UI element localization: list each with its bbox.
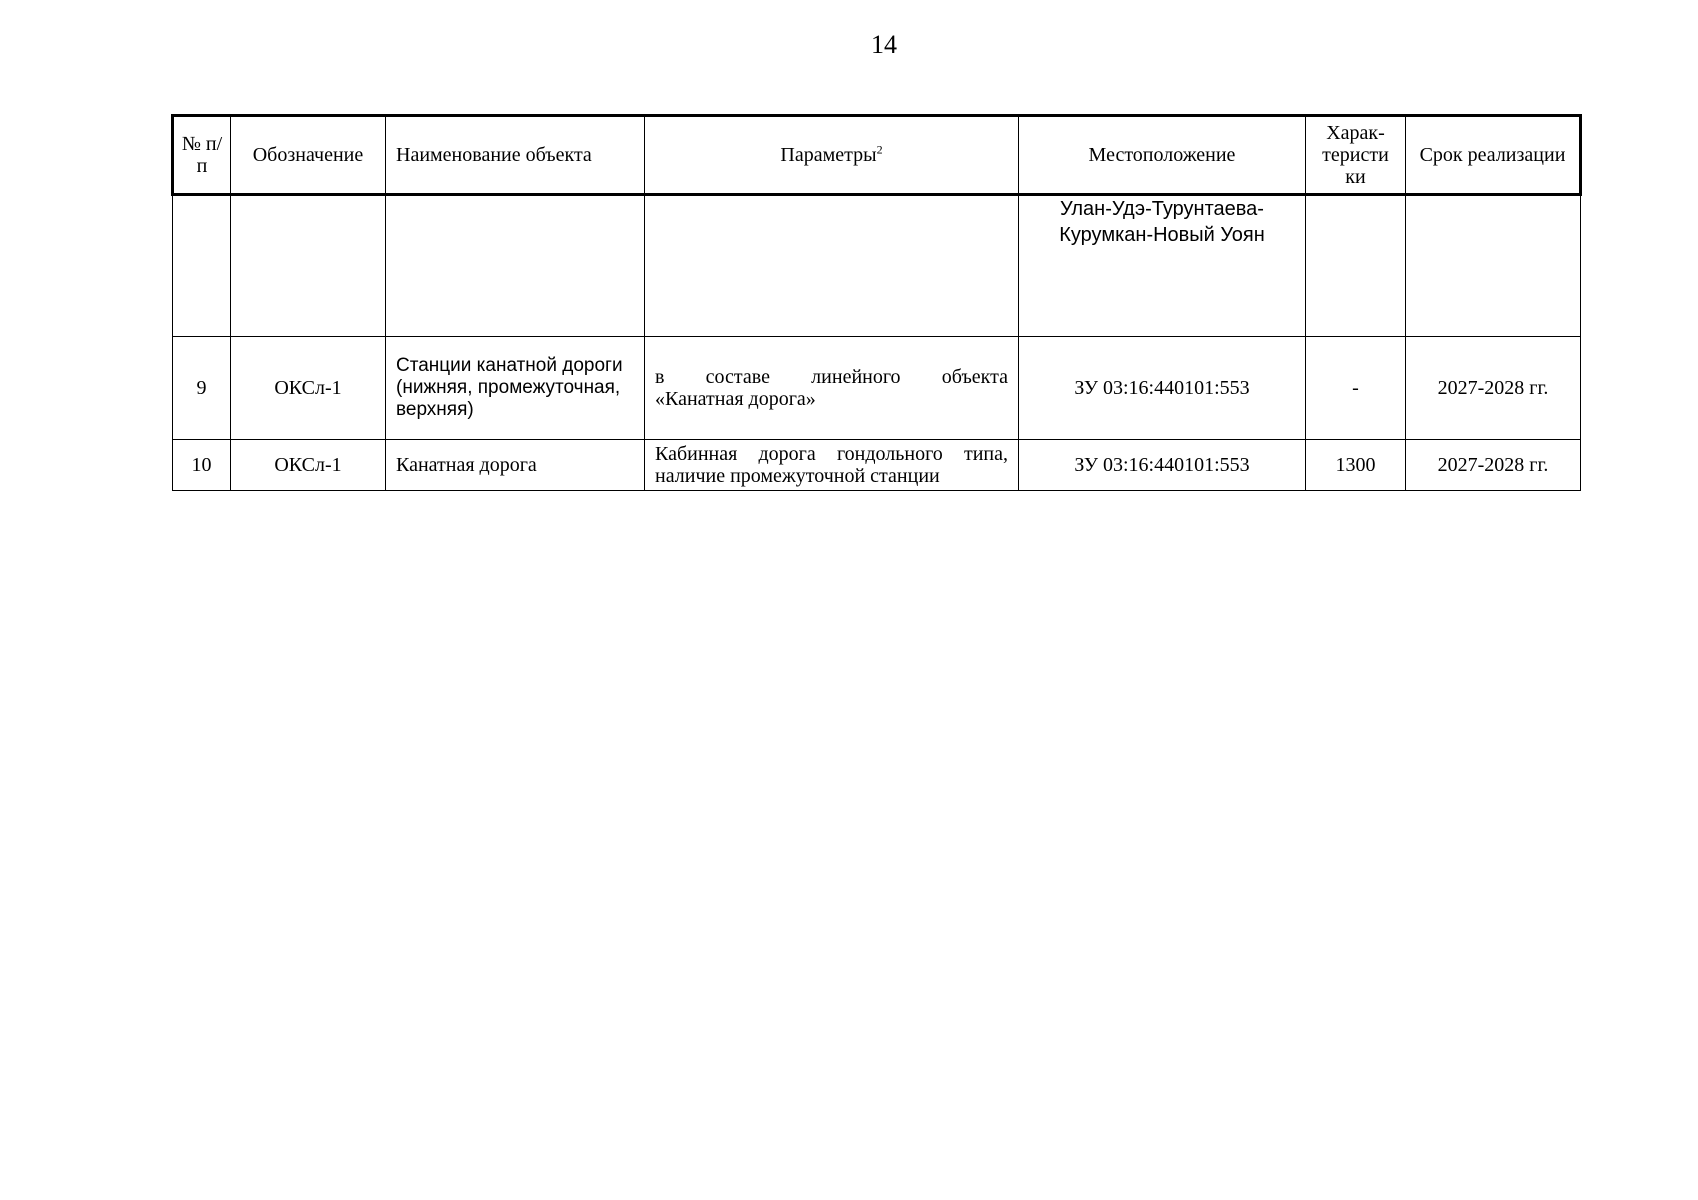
table-row	[173, 337, 1581, 440]
cell-designation: ОКСл-1	[231, 337, 386, 440]
cell-location: ЗУ 03:16:440101:553	[1019, 440, 1306, 491]
params-line-1: в составе линейного объекта	[655, 366, 1008, 388]
params-line-1: Кабинная дорога гондольного типа,	[655, 443, 1008, 465]
cell-term: 2027-2028 гг.	[1406, 440, 1581, 491]
header-name: Наименование объекта	[386, 116, 645, 195]
header-params-footnote: 2	[876, 142, 883, 157]
table-row	[173, 195, 1581, 337]
page-number: 14	[871, 30, 897, 59]
header-designation: Обозначение	[231, 116, 386, 195]
cell-params	[645, 337, 1019, 440]
cell-characteristics	[1306, 195, 1406, 337]
objects-table-container	[171, 114, 1582, 491]
cell-characteristics: 1300	[1306, 440, 1406, 491]
cell-num: 9	[173, 337, 231, 440]
header-params	[645, 116, 1019, 195]
cell-term: 2027-2028 гг.	[1406, 337, 1581, 440]
cell-term	[1406, 195, 1581, 337]
cell-name: Канатная дорога	[386, 440, 645, 491]
header-location: Местоположение	[1019, 116, 1306, 195]
params-line-2: наличие промежуточной станции	[655, 465, 940, 487]
cell-params	[645, 440, 1019, 491]
cell-name: Станции канатной дороги (нижняя, промежуточная, верхняя)	[386, 337, 645, 440]
params-line-2: «Канатная дорога»	[655, 388, 816, 410]
objects-table	[171, 114, 1582, 491]
cell-params	[645, 195, 1019, 337]
header-params-label: Параметры	[780, 144, 877, 166]
cell-num: 10	[173, 440, 231, 491]
cell-characteristics: -	[1306, 337, 1406, 440]
table-header-row	[173, 116, 1581, 195]
cell-designation: ОКСл-1	[231, 440, 386, 491]
cell-designation	[231, 195, 386, 337]
cell-num	[173, 195, 231, 337]
cell-name	[386, 195, 645, 337]
header-term: Срок реализации	[1406, 116, 1581, 195]
cell-location: Улан-Удэ-Турунтаева-Курумкан-Новый Уоян	[1019, 195, 1306, 337]
table-row	[173, 440, 1581, 491]
header-num: № п/п	[173, 116, 231, 195]
header-characteristics: Харак-теристи ки	[1306, 116, 1406, 195]
cell-location: ЗУ 03:16:440101:553	[1019, 337, 1306, 440]
